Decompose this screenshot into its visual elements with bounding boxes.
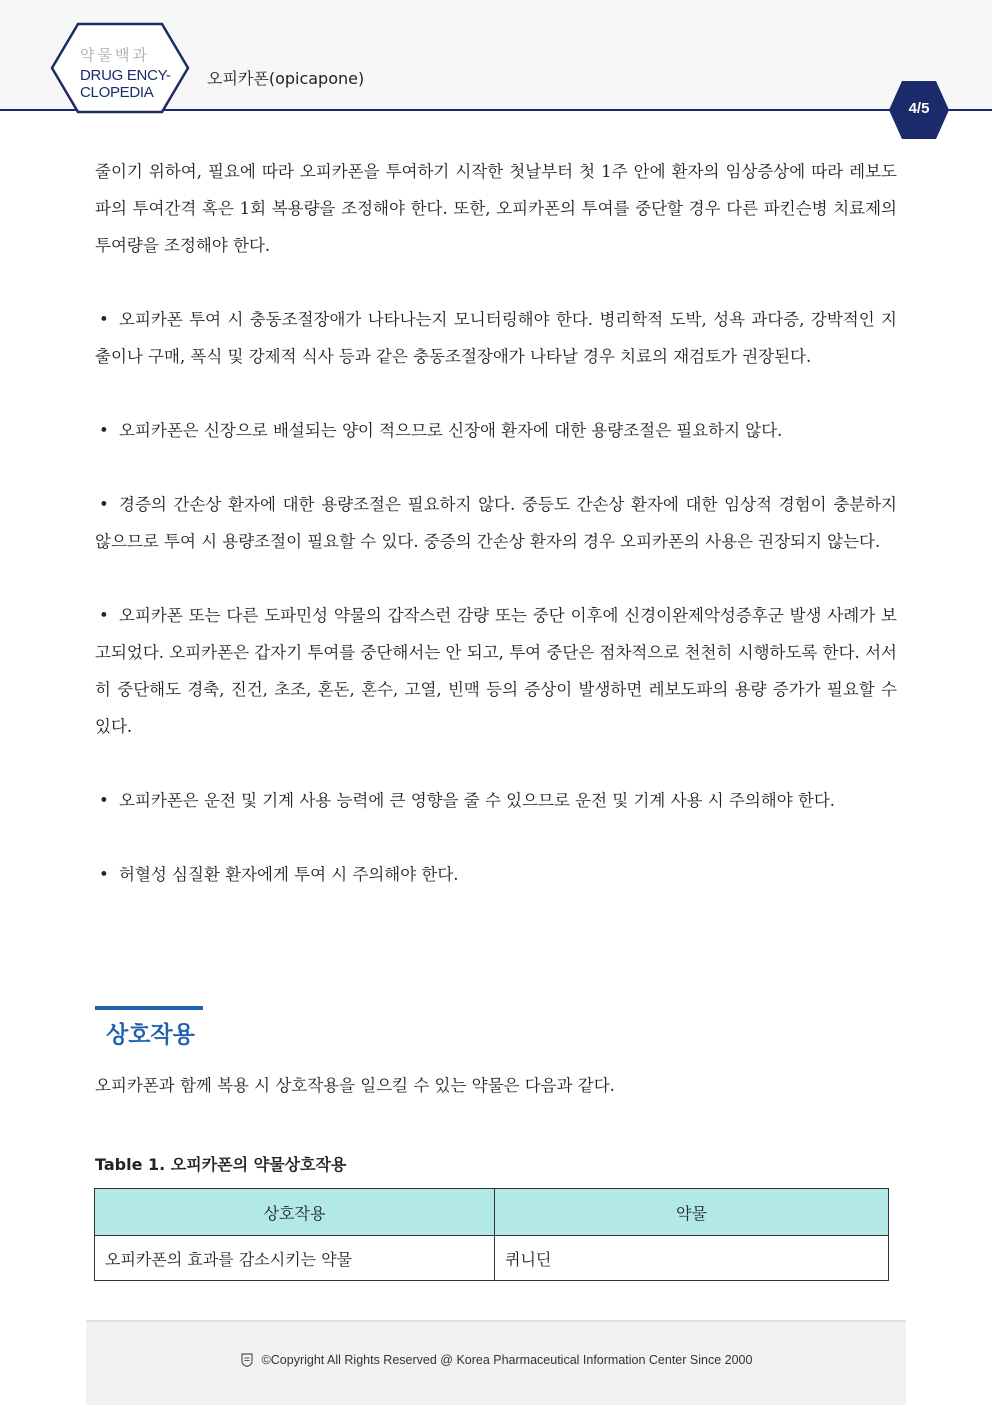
paragraph-continuation: 줄이기 위하여, 필요에 따라 오피카폰을 투여하기 시작한 첫날부터 첫 1주 안에 환자의 임상증상에 따라 레보도파의 투여간격 혹은 1회 복용량을 조정해야 한다. 또한, 오피카폰의 투여를 중단할 경우 다른 파킨슨병 치료제의 투여량을 조정해야 한다. — [95, 162, 897, 255]
table-header-drug: 약물 — [495, 1189, 889, 1236]
logo-english-line1: DRUG ENCY- — [80, 67, 171, 84]
bullet-text: 오피카폰은 신장으로 배설되는 양이 적으므로 신장애 환자에 대한 용량조절은 필요하지 않다. — [119, 421, 783, 440]
main-content — [95, 153, 897, 930]
table-header-row — [95, 1189, 889, 1236]
bullet-icon: • — [99, 421, 109, 440]
bullet-text: 오피카폰 또는 다른 도파민성 약물의 갑작스런 감량 또는 중단 이후에 신경이완제악성증후군 발생 사례가 보고되었다. 오피카폰은 갑자기 투여를 중단해서는 안 되고, 투여 중단은 점차적으로 천천히 시행하도록 한다. 서서히 중단해도 경축, 진건, 초조, 혼돈, 혼수, 고열, 빈맥 등의 증상이 발생하면 레보도파의 용량 증가가 필요할 수 있다. — [95, 606, 897, 736]
bullet-text: 허혈성 심질환 환자에게 투여 시 주의해야 한다. — [119, 865, 459, 884]
bullet-item — [95, 597, 897, 745]
page-number: 4/5 — [908, 100, 930, 117]
page-header — [0, 0, 992, 140]
section-accent-bar — [95, 1006, 203, 1010]
bullet-item — [95, 412, 897, 449]
section-intro: 오피카폰과 함께 복용 시 상호작용을 일으킬 수 있는 약물은 다음과 같다. — [95, 1076, 615, 1095]
bullet-item — [95, 301, 897, 375]
copyright-text: ©Copyright All Rights Reserved @ Korea Pharmaceutical Information Center Since 2000 — [261, 1353, 753, 1367]
bullet-text: 오피카폰은 운전 및 기계 사용 능력에 큰 영향을 줄 수 있으므로 운전 및 기계 사용 시 주의해야 한다. — [119, 791, 836, 810]
table-cell-interaction: 오피카폰의 효과를 감소시키는 약물 — [95, 1236, 495, 1281]
bullet-item — [95, 856, 897, 893]
bullet-item — [95, 782, 897, 819]
table-caption: Table 1. 오피카폰의 약물상호작용 — [95, 1155, 347, 1174]
page-footer — [86, 1320, 906, 1405]
bullet-item — [95, 486, 897, 560]
bullet-icon: • — [99, 495, 109, 514]
document-title: 오피카폰(opicapone) — [207, 69, 365, 88]
bullet-icon: • — [99, 865, 109, 884]
bullet-icon: • — [99, 310, 109, 329]
bullet-text: 오피카폰 투여 시 충동조절장애가 나타나는지 모니터링해야 한다. 병리학적 도박, 성욕 과다증, 강박적인 지출이나 구매, 폭식 및 강제적 식사 등과 같은 충동조절장애가 나타날 경우 치료의 재검토가 권장된다. — [95, 310, 897, 366]
logo-english-line2: CLOPEDIA — [80, 84, 154, 101]
footer-content — [86, 1353, 906, 1367]
bullet-icon: • — [99, 606, 109, 625]
table-cell-drug: 퀴니딘 — [495, 1236, 889, 1281]
table-header-interaction: 상호작용 — [95, 1189, 495, 1236]
bullet-icon: • — [99, 791, 109, 810]
table-row — [95, 1236, 889, 1281]
section-title: 상호작용 — [106, 1022, 195, 1048]
logo — [80, 44, 190, 101]
emblem-icon — [240, 1353, 254, 1367]
logo-korean: 약물백과 — [80, 47, 150, 64]
bullet-text: 경증의 간손상 환자에 대한 용량조절은 필요하지 않다. 중등도 간손상 환자에 대한 임상적 경험이 충분하지 않으므로 투여 시 용량조절이 필요할 수 있다. 중증의 간손상 환자의 경우 오피카폰의 사용은 권장되지 않는다. — [95, 495, 897, 551]
interaction-table — [94, 1188, 889, 1281]
